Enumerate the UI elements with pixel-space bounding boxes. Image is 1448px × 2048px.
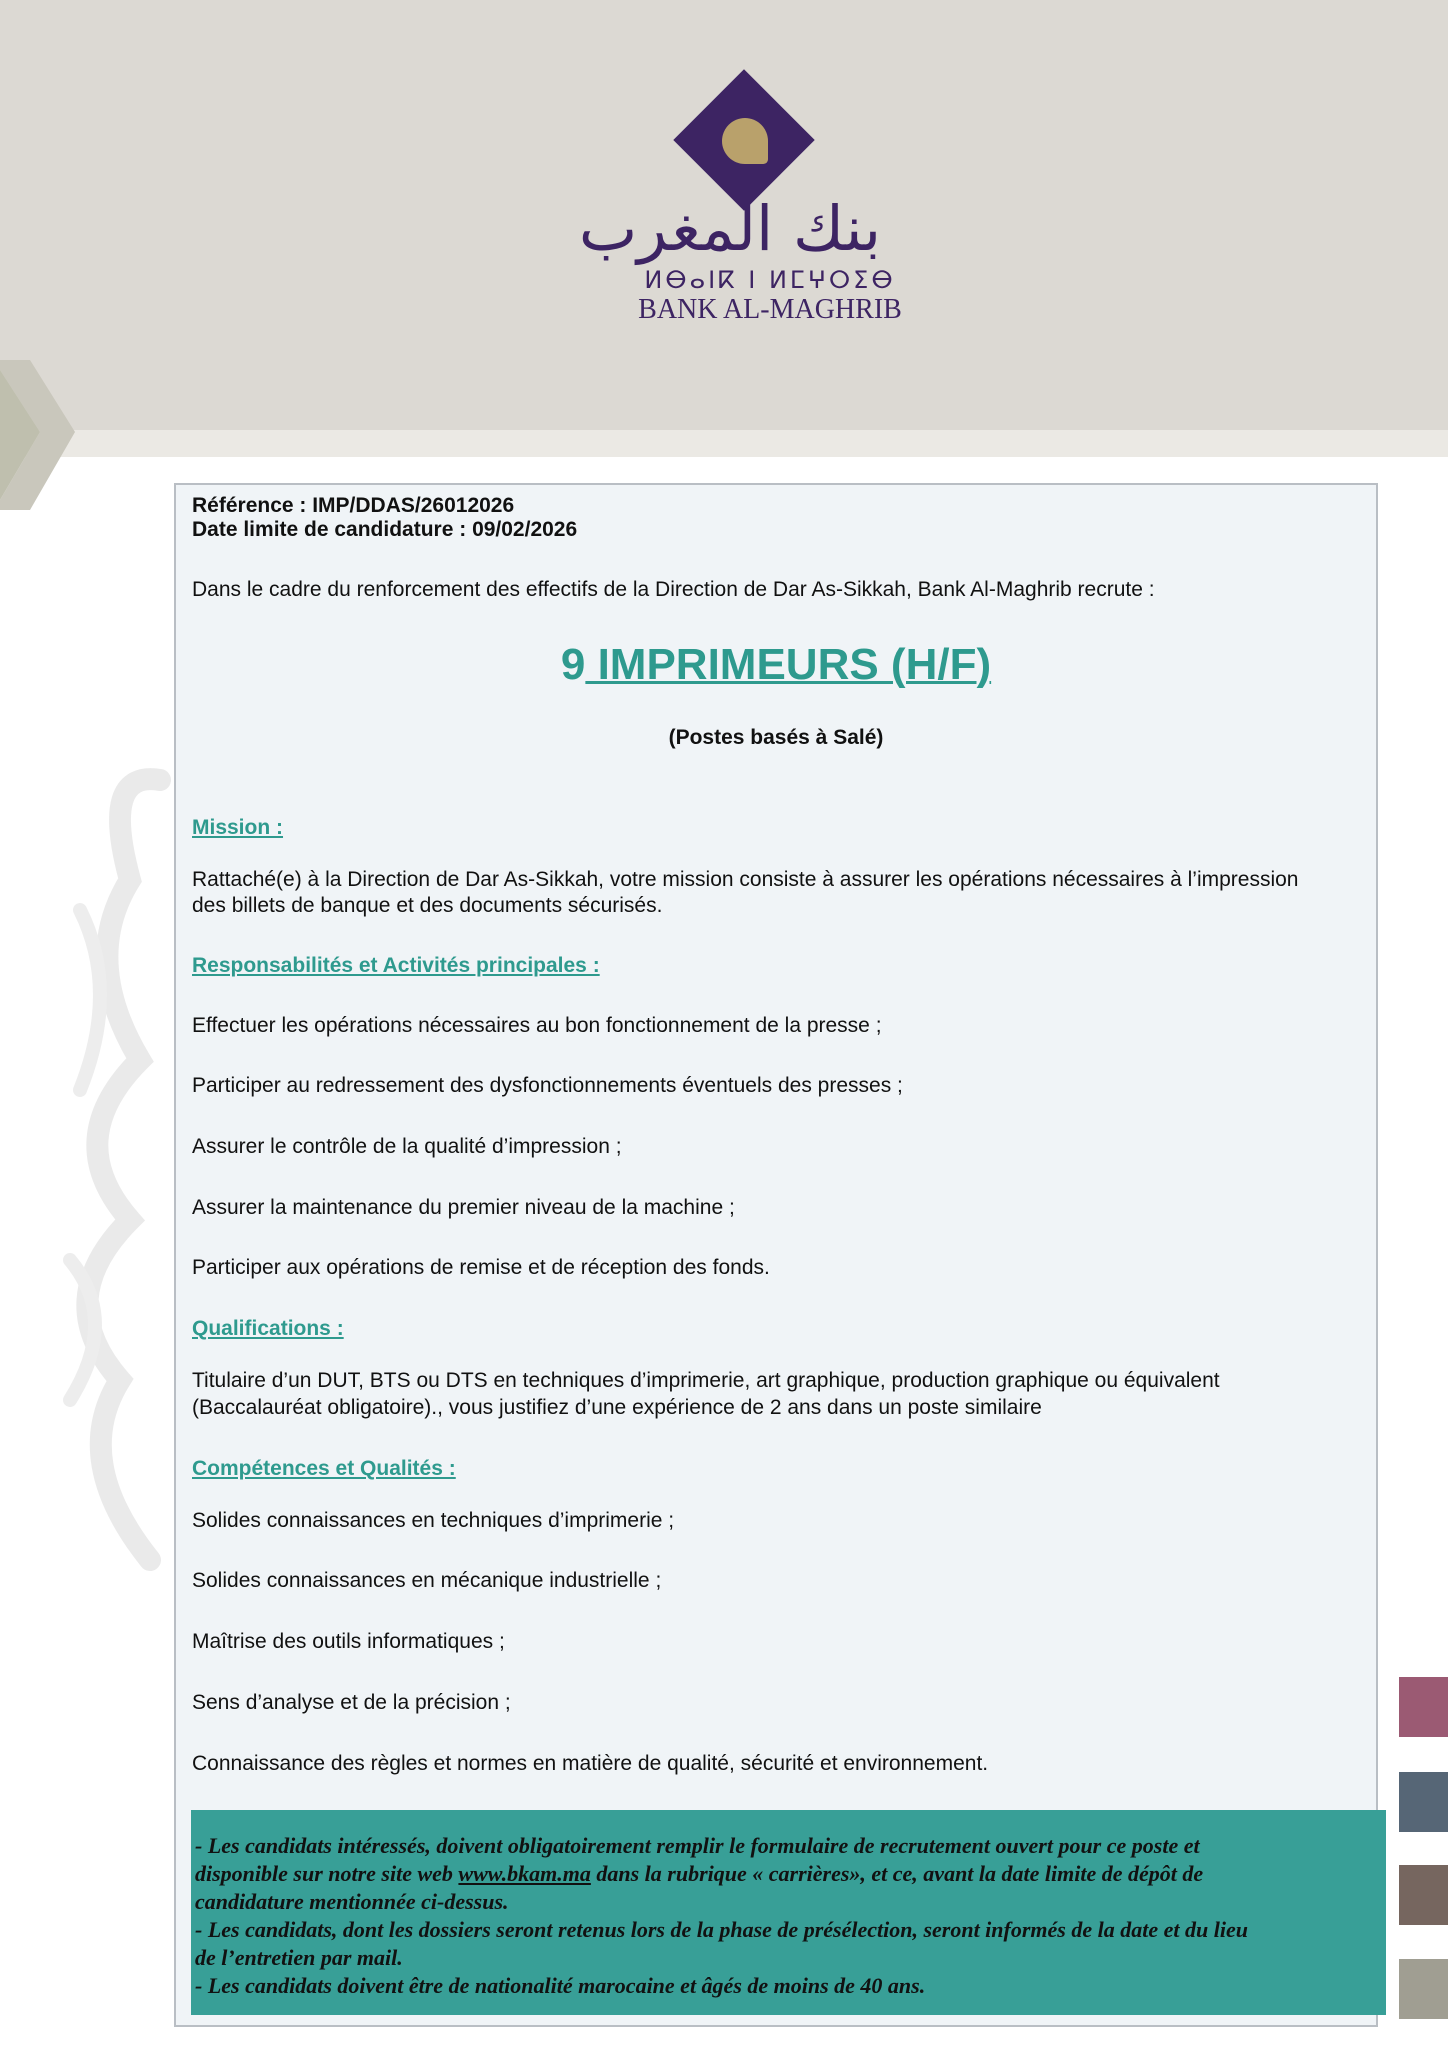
calligraphy-watermark-icon — [40, 760, 180, 1600]
job-count: 9 — [560, 640, 586, 689]
logo-tifinagh-text: ⵍⴱⴰⵏⴽ ⵏ ⵍⵎⵖⵔⵉⴱ — [644, 266, 896, 294]
mission-heading: Mission : — [192, 816, 284, 839]
qualifications-line: (Baccalauréat obligatoire)., vous justifiez d’une expérience de 2 ans dans un poste similaire — [192, 1396, 1042, 1419]
notice-text: dans la rubrique « carrières», et ce, avant la date limite de dépôt de — [590, 1861, 1204, 1886]
skills-heading: Compétences et Qualités : — [192, 1457, 456, 1480]
color-swatch-decoration — [1399, 1677, 1448, 1737]
logo-bank-name: BANK AL-MAGHRIB — [638, 294, 902, 325]
job-title — [174, 640, 1378, 690]
list-item: Sens d’analyse et de la précision ; — [192, 1691, 511, 1714]
qualifications-heading: Qualifications : — [192, 1317, 344, 1340]
notice-line: de l’entretien par mail. — [195, 1945, 403, 1970]
bank-al-maghrib-logo — [520, 80, 940, 340]
list-item: Maîtrise des outils informatiques ; — [192, 1630, 505, 1653]
notice-text: disponible sur notre site web — [195, 1861, 459, 1886]
logo-emblem-icon — [722, 118, 768, 164]
list-item: Solides connaissances en techniques d’imprimerie ; — [192, 1509, 675, 1532]
job-title-label: IMPRIMEURS (H/F) — [585, 640, 992, 689]
job-location: (Postes basés à Salé) — [668, 726, 884, 749]
color-swatch-decoration — [1399, 1959, 1448, 2019]
reference: Référence : IMP/DDAS/26012026 — [192, 494, 515, 517]
color-swatch-decoration — [1399, 1772, 1448, 1832]
mission-line: Rattaché(e) à la Direction de Dar As-Sikkah, votre mission consiste à assurer les opérations nécessaires à l’impression — [192, 868, 1299, 891]
notice-line: candidature mentionnée ci-dessus. — [195, 1889, 509, 1914]
list-item: Participer aux opérations de remise et de réception des fonds. — [192, 1256, 770, 1279]
intro-text: Dans le cadre du renforcement des effectifs de la Direction de Dar As-Sikkah, Bank Al-Maghrib recrute : — [192, 578, 1155, 601]
chevron-decoration-icon — [0, 360, 80, 510]
list-item: Solides connaissances en mécanique industrielle ; — [192, 1569, 662, 1592]
list-item: Effectuer les opérations nécessaires au bon fonctionnement de la presse ; — [192, 1014, 882, 1037]
notice-line: - Les candidats intéressés, doivent obligatoirement remplir le formulaire de recrutement ouvert pour ce poste et — [195, 1833, 1200, 1858]
list-item: Assurer la maintenance du premier niveau de la machine ; — [192, 1196, 735, 1219]
website-link[interactable]: www.bkam.ma — [458, 1861, 591, 1886]
qualifications-line: Titulaire d’un DUT, BTS ou DTS en techniques d’imprimerie, art graphique, production graphique ou équivalent — [192, 1369, 1220, 1392]
notice-line: - Les candidats, dont les dossiers seront retenus lors de la phase de présélection, seront informés de la date et du lieu — [195, 1917, 1248, 1942]
logo-arabic-text: بنك المغرب — [578, 192, 882, 265]
list-item: Participer au redressement des dysfonctionnements éventuels des presses ; — [192, 1074, 903, 1097]
mission-line: des billets de banque et des documents sécurisés. — [192, 894, 663, 917]
responsibilities-heading: Responsabilités et Activités principales : — [192, 954, 600, 977]
list-item: Assurer le contrôle de la qualité d’impression ; — [192, 1135, 622, 1158]
color-swatch-decoration — [1399, 1865, 1448, 1925]
list-item: Connaissance des règles et normes en matière de qualité, sécurité et environnement. — [192, 1752, 989, 1775]
header-stripe — [0, 430, 1448, 457]
notice-line — [195, 1860, 1203, 1888]
application-deadline: Date limite de candidature : 09/02/2026 — [192, 518, 578, 541]
notice-line: - Les candidats doivent être de nationalité marocaine et âgés de moins de 40 ans. — [195, 1973, 926, 1998]
